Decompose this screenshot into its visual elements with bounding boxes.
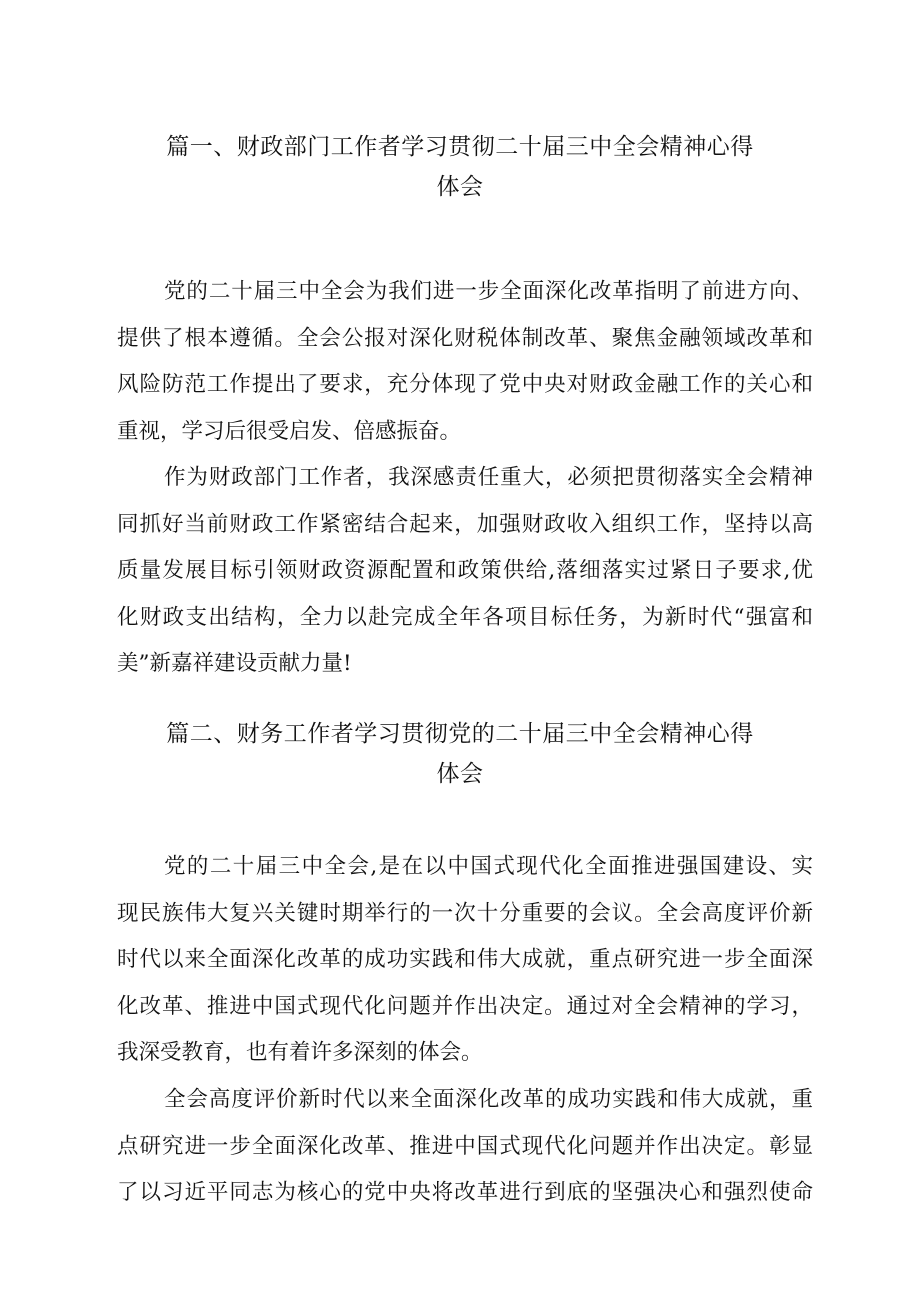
text-line: 党的二十届三中全会,是在以中国式现代化全面推进强国建设、实: [164, 854, 813, 879]
section-1-title: [100, 127, 820, 207]
text-line: 点研究进一步全面深化改革、推进中国式现代化问题并作出决定。彰显: [117, 1133, 813, 1159]
text-line: 质量发展目标引领财政资源配置和政策供给,落细落实过紧日子要求,优: [117, 558, 813, 583]
text-line: 美”新嘉祥建设贡献力量!: [117, 651, 352, 676]
title-line: 篇一、财政部门工作者学习贯彻二十届三中全会精神心得: [166, 134, 754, 160]
text-line: 风险防范工作提出了要求，充分体现了党中央对财政金融工作的关心和: [117, 372, 813, 397]
text-line: 我深受教育，也有着许多深刻的体会。: [117, 1040, 483, 1065]
text-line: 全会高度评价新时代以来全面深化改革的成功实践和伟大成就，重: [164, 1087, 813, 1112]
section-2-paragraph-2: [117, 1077, 813, 1217]
section-1-paragraph-2: [117, 455, 813, 688]
title-line: 篇二、财务工作者学习贯彻党的二十届三中全会精神心得: [166, 721, 754, 747]
text-line: 了以习近平同志为核心的党中央将改革进行到底的坚强决心和强烈使命: [117, 1180, 813, 1205]
text-line: 时代以来全面深化改革的成功实践和伟大成就，重点研究进一步全面深: [117, 947, 813, 972]
text-line: 化财政支出结构，全力以赴完成全年各项目标任务，为新时代“强富和: [117, 604, 813, 630]
text-line: 重视，学习后很受启发、倍感振奋。: [117, 418, 462, 444]
text-line: 同抓好当前财政工作紧密结合起来，加强财政收入组织工作，坚持以高: [117, 511, 813, 537]
title-line: 体会: [436, 174, 484, 200]
section-1-paragraph-1: [117, 269, 813, 455]
section-2-paragraph-1: [117, 844, 813, 1077]
text-line: 作为财政部门工作者，我深感责任重大，必须把贯彻落实全会精神: [164, 465, 813, 490]
section-2-title: [100, 714, 820, 794]
text-line: 提供了根本遵循。全会公报对深化财税体制改革、聚焦金融领域改革和: [117, 325, 813, 351]
text-line: 化改革、推进中国式现代化问题并作出决定。通过对全会精神的学习，: [117, 993, 813, 1019]
text-line: 党的二十届三中全会为我们进一步全面深化改革指明了前进方向、: [164, 279, 813, 304]
text-line: 现民族伟大复兴关键时期举行的一次十分重要的会议。全会高度评价新: [117, 900, 813, 926]
title-line: 体会: [436, 761, 484, 787]
